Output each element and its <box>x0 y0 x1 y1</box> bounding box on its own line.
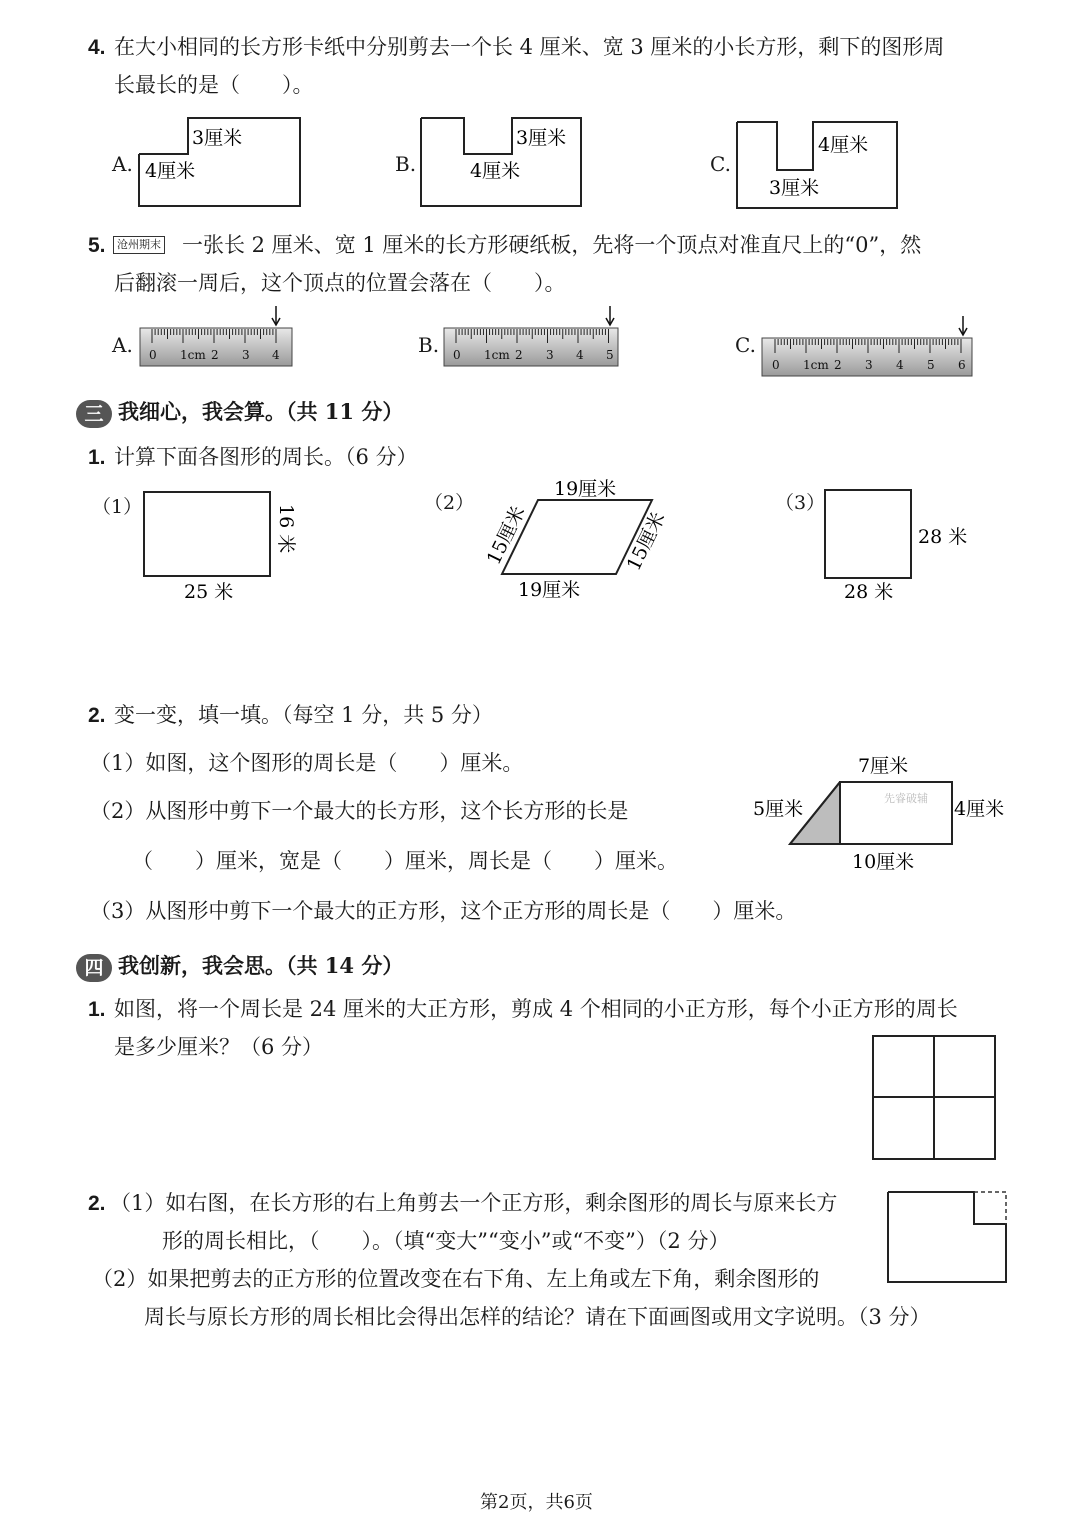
ruler-b-tick-5: 5 <box>606 348 614 362</box>
s4q2-part2-line1: （2）如果把剪去的正方形的位置改变在右下角、左上角或左下角，剩余图形的 <box>92 1267 820 1291</box>
q4-b-label-4cm: 4厘米 <box>470 160 521 182</box>
q5-option-c-letter[interactable]: C. <box>735 333 756 357</box>
ruler-b-tick-2: 2 <box>515 348 523 362</box>
s3q1-number: 1. <box>88 446 106 469</box>
section-3-badge: 三 <box>76 400 112 428</box>
trap-top-label: 7厘米 <box>858 755 909 777</box>
fig1-bottom-label: 25 米 <box>184 581 234 603</box>
q5-option-b-letter[interactable]: B. <box>418 333 440 357</box>
s3q2-part3: （3）从图形中剪下一个最大的正方形，这个正方形的周长是（ ）厘米。 <box>90 899 797 923</box>
s3q2-part1: （1）如图，这个图形的周长是（ ）厘米。 <box>90 751 524 775</box>
q5-text-line2: 后翻滚一周后，这个顶点的位置会落在（ ）。 <box>114 271 566 295</box>
q4-option-a-letter[interactable]: A. <box>112 152 133 176</box>
trap-bottom-label: 10厘米 <box>852 851 915 873</box>
ruler-b-tick-4: 4 <box>576 348 584 362</box>
s3q2-trapezoid-figure <box>748 748 1018 878</box>
ruler-a-tick-2: 2 <box>211 348 219 362</box>
q4-c-label-4cm: 4厘米 <box>818 134 869 156</box>
section-4-heading <box>76 952 403 982</box>
ruler-c-tick-1: 1cm <box>803 358 829 372</box>
section-4-badge: 四 <box>76 954 112 982</box>
watermark-text: 先睿破辅 <box>884 792 928 805</box>
fig2-parallelogram <box>470 474 690 608</box>
s3q2-part2-line1: （2）从图形中剪下一个最大的长方形，这个长方形的长是 <box>90 799 629 823</box>
q5-ruler-c <box>760 316 976 380</box>
q4-number: 4. <box>88 36 106 59</box>
ruler-a-tick-4: 4 <box>272 348 280 362</box>
trap-right-label: 4厘米 <box>954 798 1005 820</box>
q5-option-a-letter[interactable]: A. <box>112 333 133 357</box>
ruler-c-tick-4: 4 <box>896 358 904 372</box>
q4-text-line2: 长最长的是（ ）。 <box>114 73 314 97</box>
ruler-c-tick-3: 3 <box>865 358 873 372</box>
fig3-side-label: 28 米 <box>918 526 968 548</box>
s4q2-part1-line1: （1）如右图，在长方形的右上角剪去一个正方形，剩余图形的周长与原来长方 <box>110 1191 838 1215</box>
ruler-a-tick-3: 3 <box>242 348 250 362</box>
q4-option-c-figure <box>734 118 904 214</box>
q5-ruler-b <box>442 304 622 372</box>
ruler-c-tick-6: 6 <box>958 358 966 372</box>
q4-c-label-3cm: 3厘米 <box>769 177 820 199</box>
ruler-b-tick-0: 0 <box>453 348 461 362</box>
trap-left-label: 5厘米 <box>753 798 804 820</box>
fig1-rectangle <box>140 488 310 606</box>
s4q2-cut-rectangle <box>884 1188 1014 1288</box>
section-3-heading <box>76 398 403 428</box>
s4q1-line1: 如图，将一个周长是 24 厘米的大正方形，剪成 4 个相同的小正方形，每个小正方形的周长 <box>114 997 958 1021</box>
ruler-c-tick-2: 2 <box>834 358 842 372</box>
s4q2-part2-line2: 周长与原长方形的周长相比会得出怎样的结论？请在下面画图或用文字说明。（3 分） <box>144 1305 931 1329</box>
q5-ruler-a <box>138 304 298 372</box>
s4q1-line2: 是多少厘米？（6 分） <box>114 1035 324 1059</box>
fig1-side-label: 16 米 <box>275 504 297 554</box>
ruler-c-tick-5: 5 <box>927 358 935 372</box>
s3q2-text: 变一变，填一填。（每空 1 分，共 5 分） <box>114 703 493 727</box>
s4q2-number: 2. <box>88 1192 106 1215</box>
fig2-index: （2） <box>424 492 475 514</box>
fig3-square <box>820 486 980 606</box>
ruler-b-tick-3: 3 <box>546 348 554 362</box>
s4q1-grid-square <box>870 1033 1000 1163</box>
q4-text-line1: 在大小相同的长方形卡纸中分别剪去一个长 4 厘米、宽 3 厘米的小长方形，剩下的图形周 <box>114 35 945 59</box>
s3q1-text: 计算下面各图形的周长。（6 分） <box>114 445 418 469</box>
fig3-index: （3） <box>775 492 826 514</box>
ruler-a-tick-0: 0 <box>149 348 157 362</box>
ruler-a-tick-1: 1cm <box>180 348 206 362</box>
fig2-left-label: 15厘米 <box>482 502 530 569</box>
s3q2-part2-line2: （ ）厘米，宽是（ ）厘米，周长是（ ）厘米。 <box>132 849 678 873</box>
s4q1-number: 1. <box>88 998 106 1021</box>
ruler-c-tick-0: 0 <box>772 358 780 372</box>
section-4-title: 我创新，我会思。（共 14 分） <box>118 953 404 978</box>
fig2-bottom-label: 19厘米 <box>518 579 581 601</box>
q5-source-tag: 沧州期末 <box>113 234 165 254</box>
q4-option-b-figure <box>418 114 588 212</box>
q4-option-b-letter[interactable]: B. <box>395 152 417 176</box>
s4q2-part1-line2: 形的周长相比，（ ）。（填“变大”“变小”或“不变”）（2 分） <box>162 1229 730 1253</box>
page-footer: 第2页，共6页 <box>480 1492 593 1513</box>
section-3-title: 我细心，我会算。（共 11 分） <box>118 399 404 424</box>
fig1-index: （1） <box>92 496 143 518</box>
q4-a-label-3cm: 3厘米 <box>192 127 243 149</box>
s3q2-number: 2. <box>88 704 106 727</box>
ruler-b-tick-1: 1cm <box>484 348 510 362</box>
fig2-right-label: 15厘米 <box>622 508 670 575</box>
fig3-bottom-label: 28 米 <box>844 581 894 603</box>
q4-a-label-4cm: 4厘米 <box>145 160 196 182</box>
fig2-top-label: 19厘米 <box>554 478 617 500</box>
q5-text-line1: 一张长 2 厘米、宽 1 厘米的长方形硬纸板，先将一个顶点对准直尺上的“0”，然 <box>182 233 922 257</box>
q4-option-a-figure <box>136 114 306 212</box>
q5-number: 5. <box>88 234 106 257</box>
q4-option-c-letter[interactable]: C. <box>710 152 731 176</box>
q4-b-label-3cm: 3厘米 <box>516 127 567 149</box>
